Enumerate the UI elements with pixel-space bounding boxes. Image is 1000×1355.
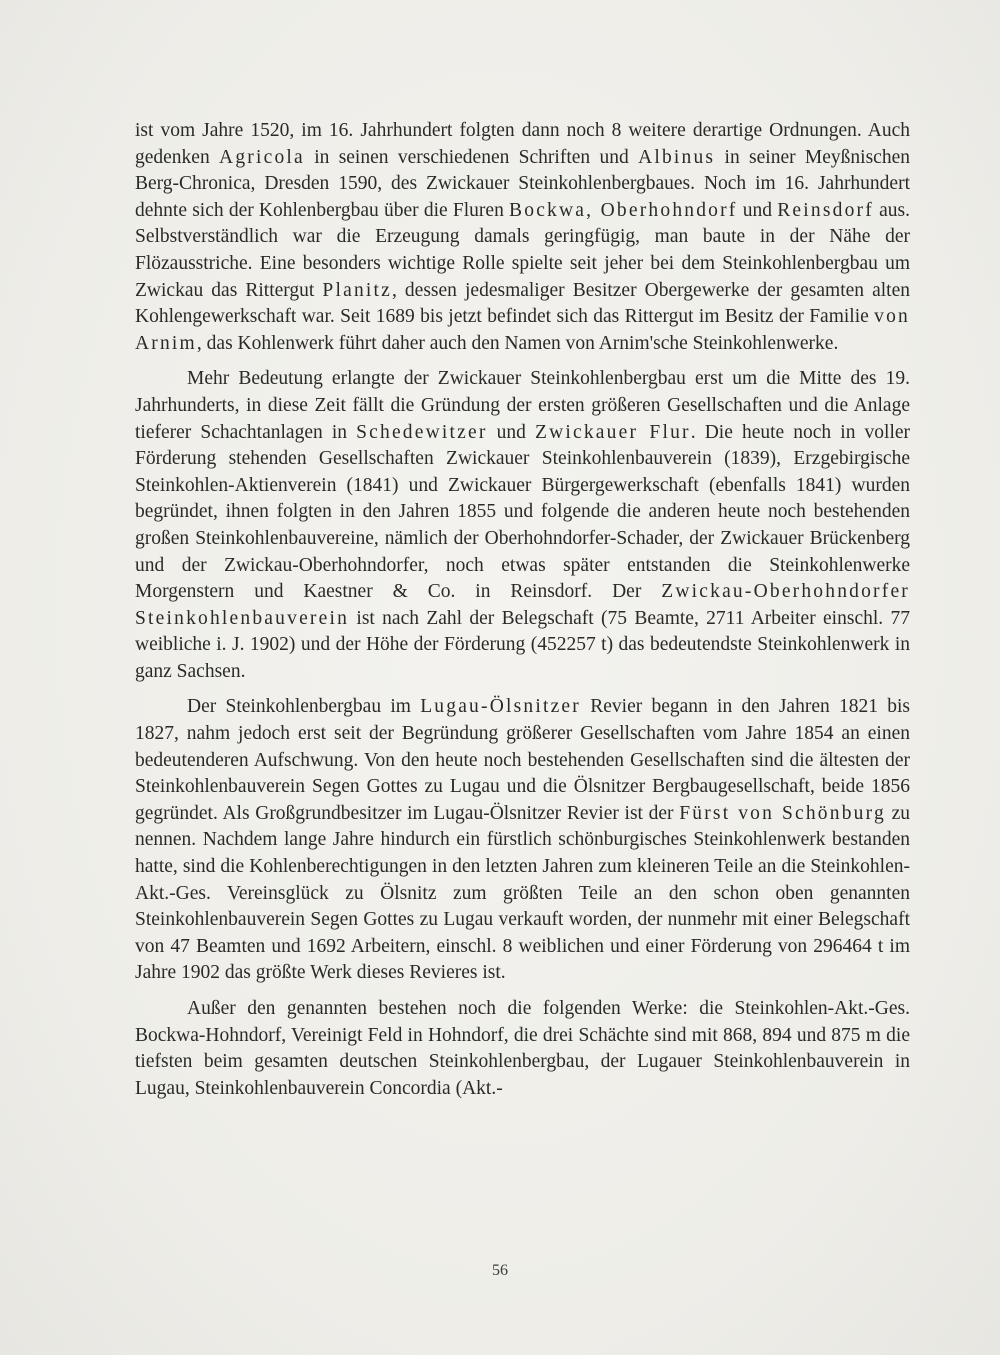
text-run: und: [737, 199, 778, 221]
text-run: Revier begann in den Jahren 1821 bis 1827, nahm jedoch erst seit der Begründung größerer Gesellschaften vom Jahre 1854 an einen bedeutenderen Aufschwung. Von den heute noch bestehenden Gesellschaften sind die ältesten der Steinkohlenbauverein Segen Gottes zu Lugau und die Ölsnitzer Bergbaugesellschaft, beide 1856 gegründet. Als Großgrundbesitzer im Lugau-Ölsnitzer Revier ist der: [135, 696, 910, 824]
body-text: [135, 118, 910, 1102]
text-run: ist nach Zahl der Belegschaft (75 Beamte, 2711 Arbeiter einschl. 77 weibliche i. J. 1902) und der Höhe der Förderung (452257 t) das bedeutendste Steinkohlenwerk in ganz Sachsen.: [135, 607, 910, 682]
text-run: ist vom Jahre 1520, im 16. Jahrhundert folgten dann noch 8 weitere derartige Ordnungen. Auch gedenken: [135, 120, 910, 168]
spaced-name: Bockwa, Oberhohndorf: [509, 199, 738, 221]
paragraph: [135, 996, 910, 1102]
spaced-name: Zwickauer Flur: [534, 421, 691, 443]
spaced-name: Zwickau-Oberhohndorfer Steinkohlenbauverein: [135, 581, 910, 629]
spaced-name: Agricola: [219, 146, 305, 168]
paragraph: [135, 694, 910, 987]
text-run: in seiner Meyßnischen Berg-Chronica, Dresden 1590, des Zwickauer Steinkohlenbergbaues. Noch im 16. Jahrhundert dehnte sich der Kohlenbergbau über die Fluren: [135, 146, 910, 221]
spaced-name: Reinsdorf: [777, 199, 874, 221]
spaced-name: Lugau-Ölsnitzer: [420, 696, 581, 718]
text-run: , dessen jedesmaliger Besitzer Obergewerke der gesamten alten Kohlengewerkschaft war. Seit 1689 bis jetzt befindet sich das Rittergut im Besitz der Familie: [135, 279, 910, 328]
spaced-name: von Arnim: [135, 306, 910, 354]
spaced-name: Planitz: [322, 279, 392, 301]
spaced-name: Albinus: [638, 146, 716, 168]
text-run: Mehr Bedeutung erlangte der Zwickauer Steinkohlenbergbau erst um die Mitte des 19. Jahrhunderts, in diese Zeit fällt die Gründung der ersten größeren Gesellschaften und die Anlage tieferer Schachtanlagen in: [135, 368, 910, 443]
paragraph: [135, 118, 910, 357]
paragraph: [135, 366, 910, 685]
page-number: 56: [492, 1262, 508, 1279]
text-run: in seinen verschiedenen Schriften und: [304, 146, 639, 168]
text-run: Außer den genannten bestehen noch die folgenden Werke: die Steinkohlen-Akt.-Ges. Bockwa-Hohndorf, Vereinigt Feld in Hohndorf, die drei Schächte sind mit 868, 894 und 875 m die tiefsten beim gesamten deutschen Steinkohlenbergbau, der Lugauer Steinkohlenbauverein in Lugau, Steinkohlenbauverein Concordia (Akt.-: [135, 998, 910, 1099]
text-run: . Die heute noch in voller Förderung stehenden Gesellschaften Zwickauer Steinkohlenbauverein (1839), Erzgebirgische Steinkohlen-Aktienverein (1841) und Zwickauer Bürgergewerkschaft (ebenfalls 1841) wurden begründet, ihnen folgten in den Jahren 1855 und folgende die anderen heute noch bestehenden großen Steinkohlenbauvereine, nämlich der Oberhohndorfer-Schader, der Zwickauer Brückenberg und der Zwickau-Oberhohndorfer, noch etwas später entstanden die Steinkohlenwerke Morgenstern und Kaestner & Co. in Reinsdorf. Der: [135, 421, 911, 603]
text-run: und: [487, 421, 535, 443]
text-run: zu nennen. Nachdem lange Jahre hindurch ein fürstlich schönburgisches Steinkohlenwerk bestanden hatte, sind die Kohlenberechtigungen in den letzten Jahren zum kleineren Teile an die Steinkohlen-Akt.-Ges. Vereinsglück zu Ölsnitz zum größten Teile an den schon oben genannten Steinkohlenbauverein Segen Gottes zu Lugau verkauft worden, der nunmehr mit einer Belegschaft von 47 Beamten und 1692 Arbeitern, einschl. 8 weiblichen und einer Förderung von 296464 t im Jahre 1902 das größte Werk dieses Revieres ist.: [135, 802, 910, 984]
text-run: , das Kohlenwerk führt daher auch den Namen von Arnim'sche Steinkohlenwerke.: [196, 332, 839, 354]
text-run: Der Steinkohlenbergbau im: [187, 696, 421, 718]
text-run: aus. Selbstverständlich war die Erzeugung damals geringfügig, man baute in der Nähe der Flözausstriche. Eine besonders wichtige Rolle spielte seit jeher bei dem Steinkohlenbergbau um Zwickau das Rittergut: [135, 199, 911, 301]
spaced-name: Schedewitzer: [356, 421, 488, 443]
spaced-name: Fürst von Schönburg: [679, 802, 886, 824]
